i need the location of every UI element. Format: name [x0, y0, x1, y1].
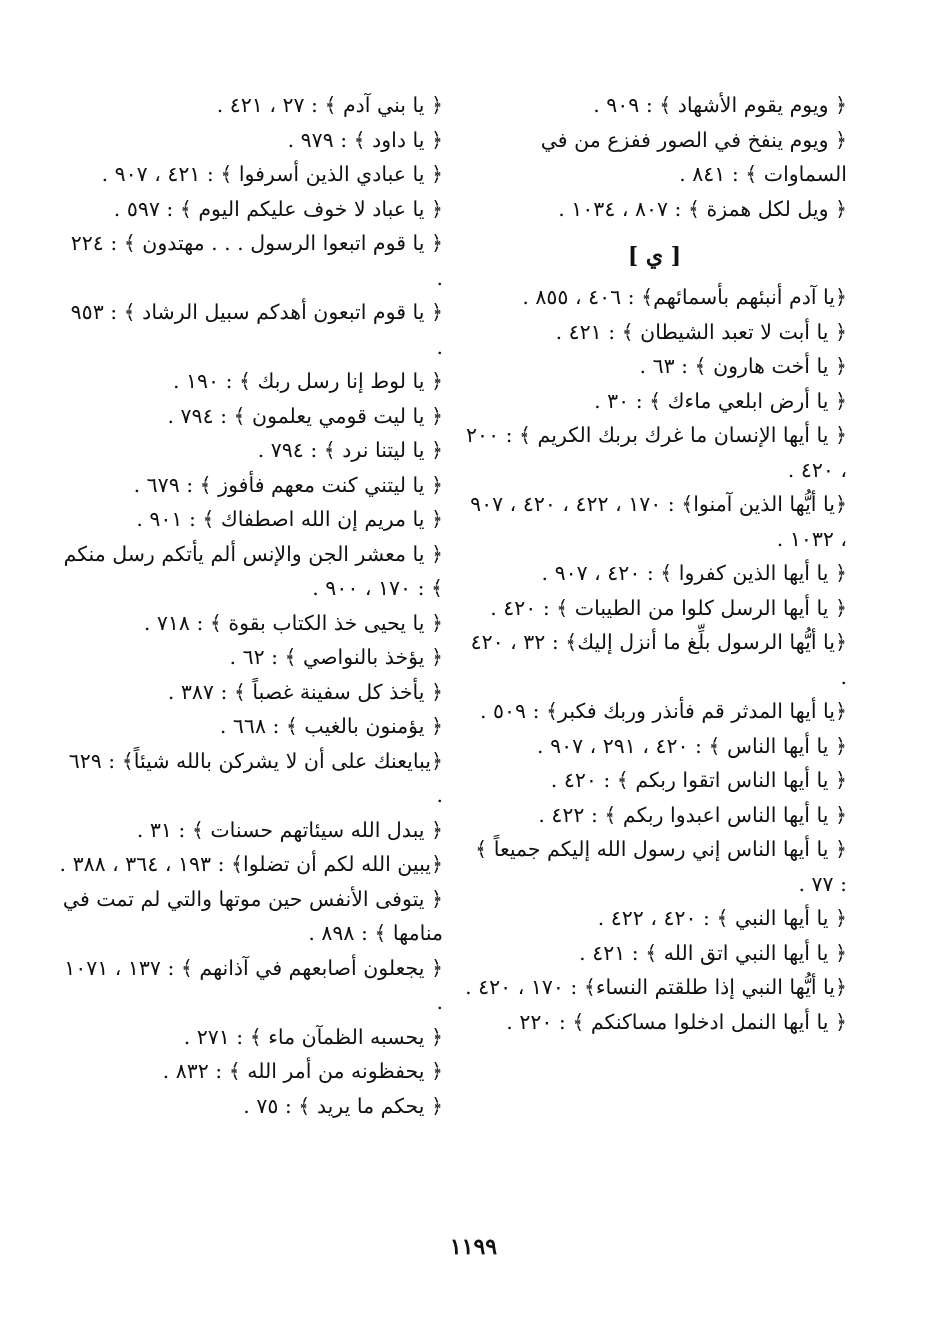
index-entry: ﴿يا أيها المدثر قم فأنذر وربك فكبر﴾ : ٥٠٩ . — [479, 699, 847, 723]
index-entry: ﴿ يا أيها الناس إني رسول الله إليكم جميعاً ﴾ : ٧٧ . — [475, 837, 847, 896]
index-entry: ﴿ يبدل الله سيئاتهم حسنات ﴾ : ٣١ . — [136, 817, 443, 842]
index-entry: ﴿ يا عباد لا خوف عليكم اليوم ﴾ : ٥٩٧ . — [113, 196, 443, 221]
page-number: ١١٩٩ — [449, 1234, 498, 1260]
index-entry: ﴿ يا أيها النمل ادخلوا مساكنكم ﴾ : ٢٢٠ . — [506, 1009, 847, 1034]
index-entry: ﴿يا أيُّها الرسول بلِّغ ما أنزل إليك﴾ : ٣٢ ، ٤٢٠ . — [470, 630, 847, 689]
index-entry: ﴿يا أيُّها الذين آمنوا﴾ : ١٧٠ ، ٤٢٢ ، ٤٢٠ ، ٩٠٧ ، ١٠٣٢ . — [470, 492, 847, 551]
index-entry: ﴿ يحكم ما يريد ﴾ : ٧٥ . — [243, 1093, 443, 1118]
index-entry: ﴿ يا ليت قومي يعلمون ﴾ : ٧٩٤ . — [167, 403, 443, 428]
index-entry: ﴿ يا مريم إن الله اصطفاك ﴾ : ٩٠١ . — [136, 507, 443, 531]
index-entry: ﴿يا آدم أنبئهم بأسمائهم﴾ : ٤٠٦ ، ٨٥٥ . — [522, 285, 847, 309]
right-column — [462, 88, 847, 1039]
index-entry: ﴿ ويل لكل همزة ﴾ : ٨٠٧ ، ١٠٣٤ . — [558, 196, 847, 221]
index-entry: ﴿ يا عبادي الذين أسرفوا ﴾ : ٤٢١ ، ٩٠٧ . — [101, 162, 443, 186]
index-entry: ﴿ يا أيها الناس اعبدوا ربكم ﴾ : ٤٢٢ . — [538, 802, 847, 827]
index-entry: ﴿ ويوم يقوم الأشهاد ﴾ : ٩٠٩ . — [593, 93, 847, 117]
index-entry: ﴿ يا معشر الجن والإنس ألم يأتكم رسل منكم ﴾ : ١٧٠ ، ٩٠٠ . — [63, 541, 443, 600]
index-entry: ﴿ يا أرض ابلعي ماءك ﴾ : ٣٠ . — [594, 388, 847, 413]
index-entry: ﴿ يا أيها النبي اتق الله ﴾ : ٤٢١ . — [579, 940, 847, 965]
index-entry: ﴿ يحسبه الظمآن ماء ﴾ : ٢٧١ . — [183, 1024, 443, 1049]
index-entry: ﴿ يؤخذ بالنواصي ﴾ : ٦٢ . — [229, 645, 443, 669]
index-entry: ﴿ ويوم ينفخ في الصور ففزع من في السماوات ﴾ : ٨٤١ . — [540, 127, 847, 186]
index-entry: ﴿ يا لوط إنا رسل ربك ﴾ : ١٩٠ . — [172, 369, 443, 393]
index-entry: ﴿ يا أيها الرسل كلوا من الطيبات ﴾ : ٤٢٠ . — [490, 595, 847, 620]
right-entries-after — [462, 280, 847, 1039]
index-entry: ﴿ يأخذ كل سفينة غصباً ﴾ : ٣٨٧ . — [167, 679, 443, 704]
index-entry: ﴿ يا قوم اتبعون أهدكم سبيل الرشاد ﴾ : ٩٥٣ . — [70, 300, 443, 359]
right-entries-before — [462, 88, 847, 226]
index-entry: ﴿يبايعنك على أن لا يشركن بالله شيئاً﴾ : ٦٢٩ . — [68, 748, 443, 807]
left-entries — [58, 88, 443, 1123]
index-entry: ﴿ يا أيها الناس اتقوا ربكم ﴾ : ٤٢٠ . — [550, 768, 847, 792]
index-entry: ﴿ يا ليتنا نرد ﴾ : ٧٩٤ . — [257, 438, 443, 462]
index-entry: ﴿ يا أبت لا تعبد الشيطان ﴾ : ٤٢١ . — [555, 319, 847, 344]
index-entry: ﴿يبين الله لكم أن تضلوا﴾ : ١٩٣ ، ٣٦٤ ، ٣٨٨ . — [59, 852, 443, 876]
index-entry: ﴿ يا داود ﴾ : ٩٧٩ . — [287, 127, 443, 152]
index-entry: ﴿ يا أيها الإنسان ما غرك بربك الكريم ﴾ : ٢٠٠ ، ٤٢٠ . — [466, 423, 847, 482]
letter-heading: [ ي ] — [627, 243, 682, 269]
index-entry: ﴿ يا أيها الناس ﴾ : ٤٢٠ ، ٢٩١ ، ٩٠٧ . — [537, 733, 847, 758]
index-entry: ﴿ يتوفى الأنفس حين موتها والتي لم تمت في منامها ﴾ : ٨٩٨ . — [62, 886, 443, 945]
index-entry: ﴿ يحفظونه من أمر الله ﴾ : ٨٣٢ . — [162, 1059, 443, 1083]
index-entry: ﴿ يا أخت هارون ﴾ : ٦٣ . — [639, 354, 847, 378]
index-entry: ﴿ يا أيها النبي ﴾ : ٤٢٠ ، ٤٢٢ . — [597, 906, 847, 930]
index-entry: ﴿ يا قوم اتبعوا الرسول . . . مهتدون ﴾ : ٢٢٤ . — [70, 231, 443, 290]
index-entry: ﴿ يؤمنون بالغيب ﴾ : ٦٦٨ . — [219, 714, 443, 738]
left-column — [58, 88, 443, 1123]
index-entry: ﴿ يا أيها الذين كفروا ﴾ : ٤٢٠ ، ٩٠٧ . — [541, 561, 847, 585]
index-entry: ﴿ يا يحيى خذ الكتاب بقوة ﴾ : ٧١٨ . — [143, 610, 443, 635]
index-entry: ﴿ يا بني آدم ﴾ : ٢٧ ، ٤٢١ . — [216, 93, 443, 117]
index-entry: ﴿يا أيُّها النبي إذا طلقتم النساء﴾ : ١٧٠ ، ٤٢٠ . — [465, 975, 847, 999]
index-entry: ﴿ يجعلون أصابعهم في آذانهم ﴾ : ١٣٧ ، ١٠٧١ . — [64, 955, 443, 1014]
index-entry: ﴿ يا ليتني كنت معهم فأفوز ﴾ : ٦٧٩ . — [133, 472, 443, 497]
